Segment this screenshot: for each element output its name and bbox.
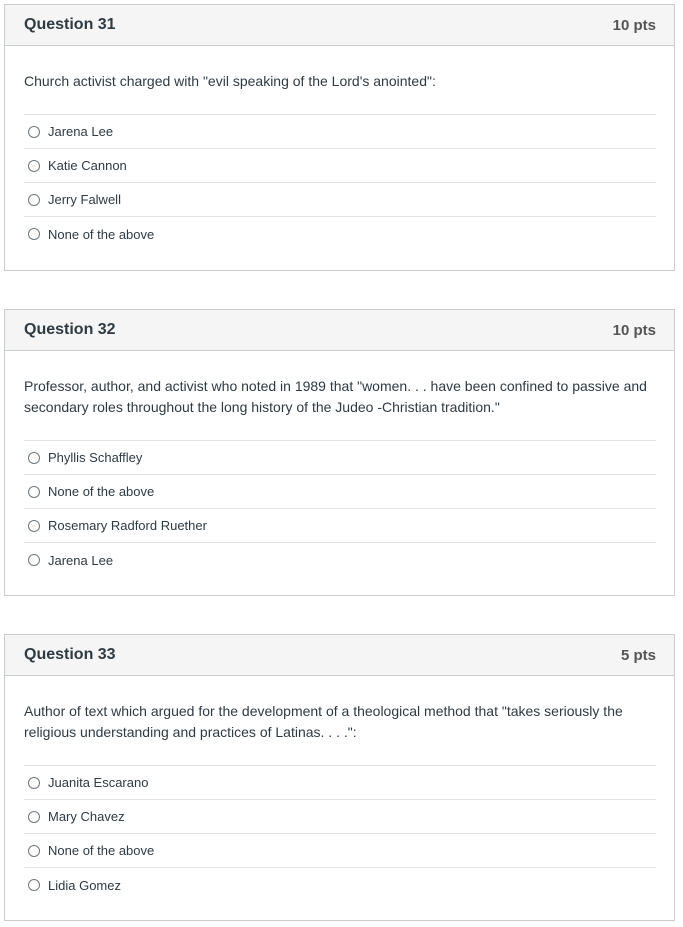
answer-option[interactable] — [24, 441, 656, 475]
radio-button[interactable] — [28, 879, 40, 891]
question-points: 10 pts — [612, 321, 656, 339]
radio-button[interactable] — [28, 554, 40, 566]
question-body — [5, 46, 674, 251]
question-header — [5, 635, 674, 676]
radio-button[interactable] — [28, 811, 40, 823]
answer-option[interactable] — [24, 800, 656, 834]
question-text: Professor, author, and activist who noted in 1989 that "women. . . have been confined to passive and secondary roles throughout the long history of the Judeo -Christian tradition." — [24, 378, 647, 415]
answer-list — [24, 114, 656, 251]
question-body — [5, 351, 674, 577]
answer-label[interactable]: Jarena Lee — [48, 552, 114, 568]
radio-button[interactable] — [28, 126, 40, 138]
answer-label[interactable]: Rosemary Radford Ruether — [48, 518, 207, 533]
answer-option[interactable] — [24, 217, 656, 251]
radio-button[interactable] — [28, 777, 40, 789]
answer-label[interactable]: Mary Chavez — [48, 809, 125, 824]
answer-option[interactable] — [24, 834, 656, 868]
answer-list — [24, 765, 656, 902]
radio-button[interactable] — [28, 160, 40, 172]
answer-label[interactable]: None of the above — [48, 843, 155, 858]
answer-label[interactable]: Jarena Lee — [48, 124, 114, 139]
answer-label[interactable]: None of the above — [48, 226, 155, 242]
answer-option[interactable] — [24, 509, 656, 543]
question-body — [5, 676, 674, 902]
question-title: Question 33 — [24, 646, 116, 663]
question-33-card — [4, 634, 675, 921]
radio-button[interactable] — [28, 845, 40, 857]
question-title: Question 32 — [24, 321, 116, 338]
question-32-card — [4, 309, 675, 596]
answer-list — [24, 440, 656, 577]
answer-label[interactable]: Katie Cannon — [48, 158, 127, 173]
question-points: 10 pts — [612, 16, 656, 34]
question-points: 5 pts — [620, 646, 656, 664]
question-header — [5, 310, 674, 351]
answer-label[interactable]: Jerry Falwell — [48, 192, 121, 207]
question-header — [5, 5, 674, 46]
answer-label[interactable]: Juanita Escarano — [48, 775, 149, 790]
answer-label[interactable]: Lidia Gomez — [48, 877, 121, 893]
answer-option[interactable] — [24, 115, 656, 149]
answer-option[interactable] — [24, 183, 656, 217]
question-31-card — [4, 4, 675, 271]
question-text: Author of text which argued for the development of a theological method that "takes seriously the religious understanding and practices of Latinas. . . .": — [24, 703, 623, 740]
answer-option[interactable] — [24, 475, 656, 509]
radio-button[interactable] — [28, 486, 40, 498]
question-title: Question 31 — [24, 16, 116, 33]
radio-button[interactable] — [28, 228, 40, 240]
answer-label[interactable]: Phyllis Schaffley — [48, 450, 143, 465]
answer-option[interactable] — [24, 868, 656, 902]
question-text: Church activist charged with "evil speaking of the Lord's anointed": — [24, 73, 436, 89]
radio-button[interactable] — [28, 520, 40, 532]
answer-option[interactable] — [24, 543, 656, 577]
radio-button[interactable] — [28, 194, 40, 206]
answer-label[interactable]: None of the above — [48, 484, 155, 499]
radio-button[interactable] — [28, 452, 40, 464]
answer-option[interactable] — [24, 149, 656, 183]
answer-option[interactable] — [24, 766, 656, 800]
